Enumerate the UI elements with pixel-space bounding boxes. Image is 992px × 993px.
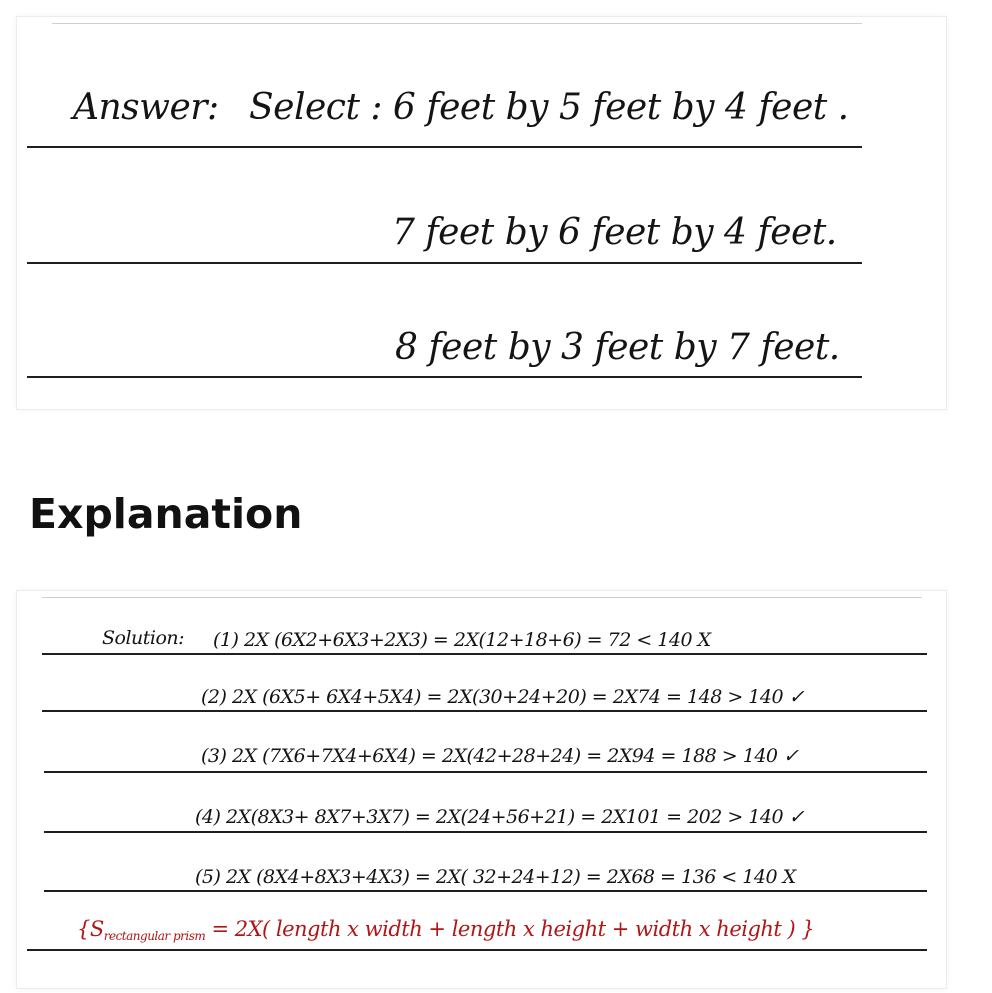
solution-top-rule (42, 597, 922, 598)
solution-card (17, 591, 946, 988)
formula-prefix: {S (77, 917, 104, 941)
answer-line-3: 8 feet by 3 feet by 7 feet. (395, 327, 840, 368)
solution-label: Solution: (102, 627, 185, 649)
solution-line-1: (1) 2X (6X2+6X3+2X3) = 2X(12+18+6) = 72 < 140 X (213, 629, 711, 651)
answer-card (17, 17, 946, 409)
answer-line-2: 7 feet by 6 feet by 4 feet. (392, 212, 837, 253)
answer-rule-1 (27, 146, 862, 148)
top-rule (52, 23, 862, 24)
answer-line-1: Select : 6 feet by 5 feet by 4 feet . (249, 87, 849, 128)
solution-line-4: (4) 2X(8X3+ 8X7+3X7) = 2X(24+56+21) = 2X101 = 202 > 140 ✓ (195, 806, 805, 828)
explanation-heading: Explanation (29, 490, 303, 538)
answer-rule-3 (27, 376, 862, 378)
solution-rule-1 (42, 653, 927, 655)
solution-rule-2 (42, 710, 927, 712)
answer-label: Answer: (73, 87, 219, 128)
surface-area-formula (77, 917, 814, 943)
solution-rule-3 (44, 771, 927, 773)
solution-rule-5 (44, 890, 927, 892)
formula-body: = 2X( length x width + length x height + width x height ) } (205, 917, 815, 941)
answer-rule-2 (27, 262, 862, 264)
solution-line-2: (2) 2X (6X5+ 6X4+5X4) = 2X(30+24+20) = 2X74 = 148 > 140 ✓ (201, 686, 805, 708)
formula-subscript: rectangular prism (103, 929, 206, 943)
solution-line-3: (3) 2X (7X6+7X4+6X4) = 2X(42+28+24) = 2X94 = 188 > 140 ✓ (201, 745, 799, 767)
solution-line-5: (5) 2X (8X4+8X3+4X3) = 2X( 32+24+12) = 2X68 = 136 < 140 X (195, 866, 796, 888)
solution-rule-4 (44, 831, 927, 833)
solution-rule-6 (27, 949, 927, 951)
